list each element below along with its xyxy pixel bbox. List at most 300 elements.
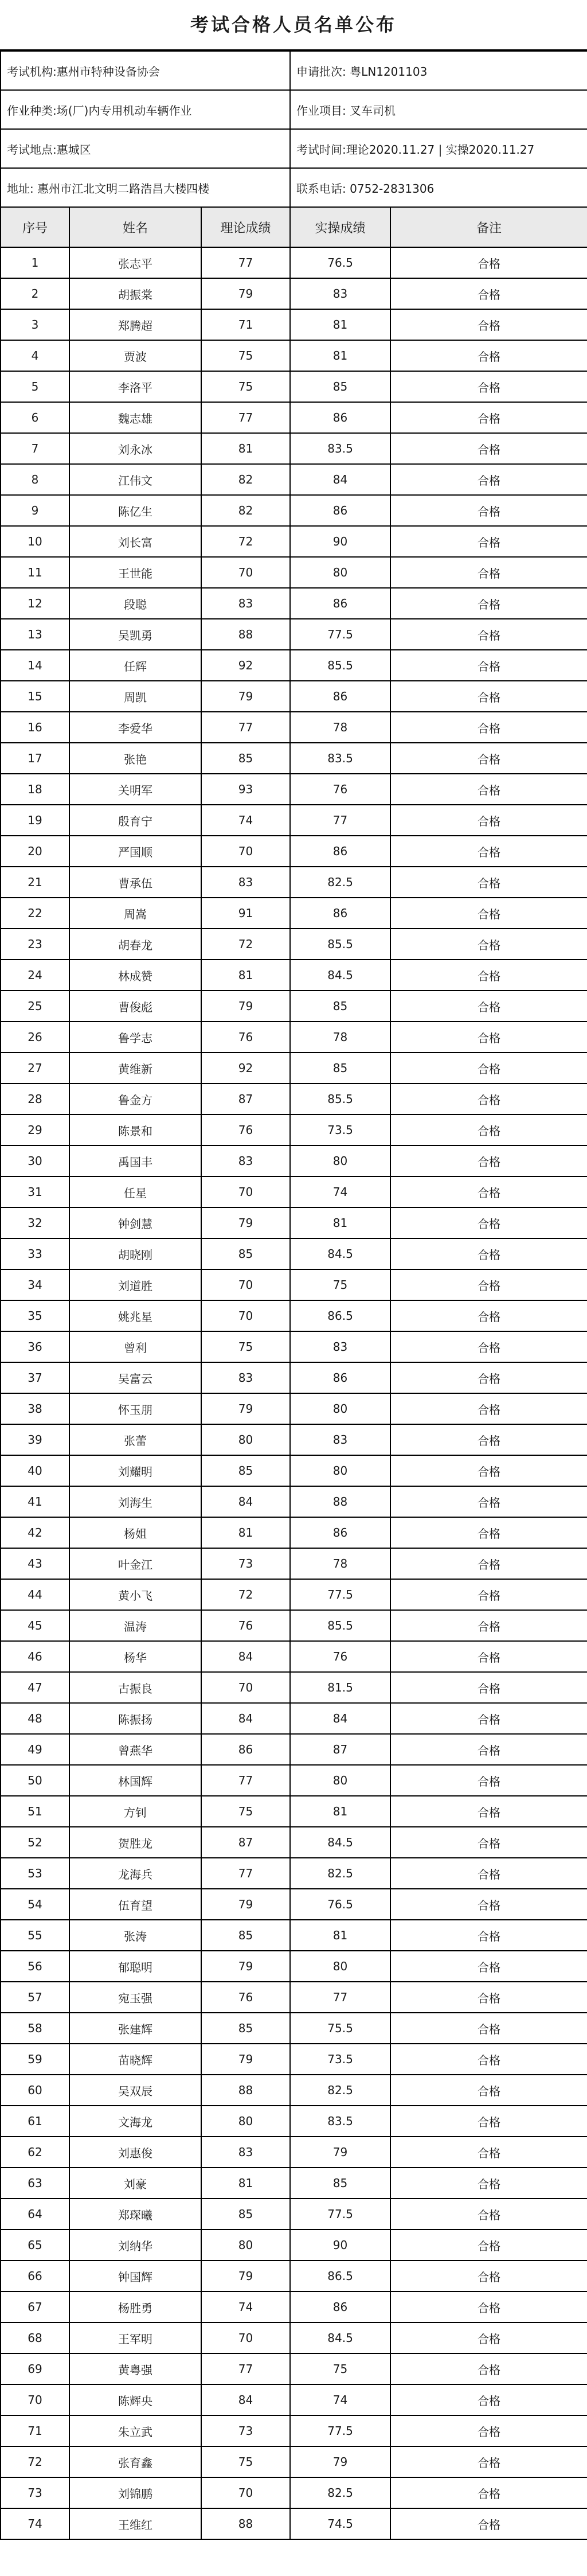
table-header [1, 207, 587, 247]
cell-remark: 合格 [390, 1393, 587, 1424]
cell-name: 殷育宁 [69, 805, 201, 836]
cell-index: 62 [1, 2137, 69, 2168]
cell-practical-score: 86 [290, 1362, 390, 1393]
cell-theory-score: 70 [201, 1672, 290, 1703]
cell-name: 江伟文 [69, 464, 201, 495]
cell-practical-score: 86 [290, 1517, 390, 1548]
cell-index: 32 [1, 1207, 69, 1238]
cell-theory-score: 84 [201, 1641, 290, 1672]
cell-index: 47 [1, 1672, 69, 1703]
table-row [1, 2415, 587, 2446]
table-row [1, 371, 587, 402]
cell-name: 黄维新 [69, 1053, 201, 1084]
cell-index: 15 [1, 681, 69, 712]
cell-index: 42 [1, 1517, 69, 1548]
cell-practical-score: 84.5 [290, 1238, 390, 1269]
cell-theory-score: 85 [201, 2013, 290, 2044]
cell-practical-score: 78 [290, 712, 390, 743]
cell-name: 黄小飞 [69, 1579, 201, 1610]
cell-practical-score: 85 [290, 991, 390, 1022]
cell-name: 方钊 [69, 1796, 201, 1827]
table-row [1, 805, 587, 836]
table-row [1, 1703, 587, 1734]
table-row [1, 2477, 587, 2508]
cell-theory-score: 76 [201, 1982, 290, 2013]
cell-practical-score: 88 [290, 1486, 390, 1517]
column-header-name: 姓名 [69, 207, 201, 247]
table-row [1, 1858, 587, 1889]
cell-theory-score: 76 [201, 1610, 290, 1641]
cell-theory-score: 77 [201, 712, 290, 743]
cell-practical-score: 86 [290, 836, 390, 867]
table-row [1, 402, 587, 433]
cell-index: 4 [1, 340, 69, 371]
cell-remark: 合格 [390, 1982, 587, 2013]
cell-practical-score: 86.5 [290, 1300, 390, 1331]
table-row [1, 2384, 587, 2415]
cell-practical-score: 79 [290, 2137, 390, 2168]
cell-index: 22 [1, 898, 69, 929]
table-row [1, 836, 587, 867]
cell-remark: 合格 [390, 1734, 587, 1765]
cell-name: 贺胜龙 [69, 1827, 201, 1858]
cell-practical-score: 83.5 [290, 433, 390, 464]
cell-theory-score: 74 [201, 805, 290, 836]
cell-theory-score: 71 [201, 309, 290, 340]
cell-remark: 合格 [390, 2415, 587, 2446]
cell-practical-score: 85.5 [290, 650, 390, 681]
table-row [1, 1982, 587, 2013]
table-row [1, 1362, 587, 1393]
cell-practical-score: 78 [290, 1022, 390, 1053]
cell-index: 2 [1, 278, 69, 309]
cell-practical-score: 90 [290, 526, 390, 557]
cell-practical-score: 85.5 [290, 1610, 390, 1641]
cell-index: 1 [1, 247, 69, 278]
cell-practical-score: 77.5 [290, 2199, 390, 2230]
cell-remark: 合格 [390, 1300, 587, 1331]
cell-theory-score: 76 [201, 1022, 290, 1053]
cell-practical-score: 74 [290, 2384, 390, 2415]
cell-index: 39 [1, 1424, 69, 1455]
table-row [1, 2168, 587, 2199]
cell-theory-score: 79 [201, 1889, 290, 1920]
cell-remark: 合格 [390, 340, 587, 371]
table-row [1, 1827, 587, 1858]
cell-theory-score: 70 [201, 1269, 290, 1300]
cell-theory-score: 85 [201, 1238, 290, 1269]
cell-theory-score: 79 [201, 991, 290, 1022]
cell-name: 李洛平 [69, 371, 201, 402]
cell-practical-score: 87 [290, 1734, 390, 1765]
cell-practical-score: 80 [290, 1145, 390, 1176]
cell-remark: 合格 [390, 2261, 587, 2291]
cell-index: 44 [1, 1579, 69, 1610]
cell-remark: 合格 [390, 1207, 587, 1238]
cell-theory-score: 72 [201, 1579, 290, 1610]
cell-theory-score: 81 [201, 1517, 290, 1548]
cell-name: 鲁金方 [69, 1084, 201, 1114]
cell-name: 陈振扬 [69, 1703, 201, 1734]
table-row [1, 743, 587, 774]
cell-practical-score: 81 [290, 1920, 390, 1951]
table-row [1, 1176, 587, 1207]
exam-org: 考试机构:惠州市特种设备协会 [1, 51, 290, 90]
cell-index: 65 [1, 2230, 69, 2261]
table-row [1, 1145, 587, 1176]
info-row [1, 168, 587, 207]
cell-remark: 合格 [390, 2508, 587, 2539]
cell-name: 严国顺 [69, 836, 201, 867]
cell-theory-score: 73 [201, 1548, 290, 1579]
cell-theory-score: 79 [201, 681, 290, 712]
cell-remark: 合格 [390, 1084, 587, 1114]
info-row [1, 129, 587, 168]
table-row [1, 464, 587, 495]
cell-remark: 合格 [390, 371, 587, 402]
table-row [1, 1207, 587, 1238]
cell-theory-score: 85 [201, 2199, 290, 2230]
cell-index: 20 [1, 836, 69, 867]
cell-remark: 合格 [390, 1145, 587, 1176]
cell-index: 29 [1, 1114, 69, 1145]
cell-index: 36 [1, 1331, 69, 1362]
cell-index: 17 [1, 743, 69, 774]
cell-theory-score: 82 [201, 495, 290, 526]
table-row [1, 1765, 587, 1796]
cell-theory-score: 79 [201, 1393, 290, 1424]
cell-practical-score: 86.5 [290, 2261, 390, 2291]
table-row [1, 1084, 587, 1114]
table-row [1, 1610, 587, 1641]
cell-practical-score: 86 [290, 495, 390, 526]
cell-name: 郑琛曦 [69, 2199, 201, 2230]
cell-practical-score: 83 [290, 1331, 390, 1362]
cell-name: 刘纳华 [69, 2230, 201, 2261]
cell-name: 张涛 [69, 1920, 201, 1951]
cell-theory-score: 75 [201, 2446, 290, 2477]
table-row [1, 1951, 587, 1982]
cell-remark: 合格 [390, 898, 587, 929]
table-row [1, 495, 587, 526]
table-row [1, 1424, 587, 1455]
cell-index: 28 [1, 1084, 69, 1114]
cell-theory-score: 88 [201, 619, 290, 650]
table-row [1, 2137, 587, 2168]
cell-theory-score: 70 [201, 557, 290, 588]
address: 地址: 惠州市江北文明二路浩昌大楼四楼 [1, 168, 290, 207]
cell-index: 3 [1, 309, 69, 340]
cell-name: 李爱华 [69, 712, 201, 743]
cell-theory-score: 86 [201, 1734, 290, 1765]
cell-name: 关明军 [69, 774, 201, 805]
cell-theory-score: 93 [201, 774, 290, 805]
cell-index: 13 [1, 619, 69, 650]
table-row [1, 2291, 587, 2322]
table-row [1, 247, 587, 278]
cell-remark: 合格 [390, 1176, 587, 1207]
cell-name: 陈景和 [69, 1114, 201, 1145]
cell-theory-score: 83 [201, 588, 290, 619]
cell-theory-score: 87 [201, 1084, 290, 1114]
cell-index: 31 [1, 1176, 69, 1207]
cell-theory-score: 75 [201, 1796, 290, 1827]
cell-name: 任星 [69, 1176, 201, 1207]
table-row [1, 1455, 587, 1486]
cell-practical-score: 85 [290, 371, 390, 402]
cell-practical-score: 76.5 [290, 1889, 390, 1920]
exam-site: 考试地点:惠城区 [1, 129, 290, 168]
cell-name: 胡振棠 [69, 278, 201, 309]
cell-practical-score: 73.5 [290, 2044, 390, 2075]
table-row [1, 2106, 587, 2137]
column-header-remark: 备注 [390, 207, 587, 247]
cell-remark: 合格 [390, 1114, 587, 1145]
cell-theory-score: 77 [201, 1858, 290, 1889]
cell-practical-score: 85 [290, 2168, 390, 2199]
cell-name: 吴凯勇 [69, 619, 201, 650]
cell-practical-score: 75.5 [290, 2013, 390, 2044]
cell-practical-score: 75 [290, 1269, 390, 1300]
cell-theory-score: 70 [201, 1176, 290, 1207]
table-row [1, 1920, 587, 1951]
cell-index: 14 [1, 650, 69, 681]
table-row [1, 774, 587, 805]
cell-name: 王维红 [69, 2508, 201, 2539]
cell-index: 37 [1, 1362, 69, 1393]
cell-theory-score: 79 [201, 2044, 290, 2075]
cell-name: 刘道胜 [69, 1269, 201, 1300]
cell-practical-score: 82.5 [290, 1858, 390, 1889]
cell-theory-score: 84 [201, 1703, 290, 1734]
cell-remark: 合格 [390, 836, 587, 867]
table-row [1, 1022, 587, 1053]
table-row [1, 1579, 587, 1610]
column-header-practical: 实操成绩 [290, 207, 390, 247]
cell-theory-score: 77 [201, 247, 290, 278]
cell-practical-score: 83 [290, 1424, 390, 1455]
table-row [1, 2013, 587, 2044]
cell-index: 61 [1, 2106, 69, 2137]
cell-name: 古振良 [69, 1672, 201, 1703]
table-row [1, 309, 587, 340]
cell-theory-score: 77 [201, 2353, 290, 2384]
cell-remark: 合格 [390, 1022, 587, 1053]
table-row [1, 1548, 587, 1579]
cell-remark: 合格 [390, 619, 587, 650]
cell-practical-score: 74 [290, 1176, 390, 1207]
cell-name: 刘豪 [69, 2168, 201, 2199]
cell-practical-score: 77.5 [290, 619, 390, 650]
cell-remark: 合格 [390, 526, 587, 557]
cell-index: 59 [1, 2044, 69, 2075]
cell-theory-score: 77 [201, 1765, 290, 1796]
cell-theory-score: 70 [201, 1300, 290, 1331]
cell-theory-score: 88 [201, 2075, 290, 2106]
cell-index: 57 [1, 1982, 69, 2013]
cell-name: 林国辉 [69, 1765, 201, 1796]
cell-remark: 合格 [390, 712, 587, 743]
cell-remark: 合格 [390, 1548, 587, 1579]
cell-index: 52 [1, 1827, 69, 1858]
table-row [1, 340, 587, 371]
cell-index: 33 [1, 1238, 69, 1269]
cell-practical-score: 86 [290, 681, 390, 712]
cell-remark: 合格 [390, 278, 587, 309]
cell-remark: 合格 [390, 1827, 587, 1858]
cell-name: 张建辉 [69, 2013, 201, 2044]
page-title: 考试合格人员名单公布 [0, 0, 587, 50]
cell-remark: 合格 [390, 1889, 587, 1920]
cell-index: 70 [1, 2384, 69, 2415]
cell-theory-score: 92 [201, 650, 290, 681]
cell-name: 鲁学志 [69, 1022, 201, 1053]
cell-name: 张育鑫 [69, 2446, 201, 2477]
cell-index: 69 [1, 2353, 69, 2384]
info-row [1, 90, 587, 129]
table-row [1, 2322, 587, 2353]
cell-remark: 合格 [390, 650, 587, 681]
cell-index: 48 [1, 1703, 69, 1734]
cell-name: 周嵩 [69, 898, 201, 929]
cell-remark: 合格 [390, 1269, 587, 1300]
cell-name: 朱立武 [69, 2415, 201, 2446]
cell-name: 苗晓辉 [69, 2044, 201, 2075]
cell-theory-score: 83 [201, 867, 290, 898]
cell-practical-score: 84.5 [290, 960, 390, 991]
cell-remark: 合格 [390, 1362, 587, 1393]
cell-practical-score: 86 [290, 402, 390, 433]
cell-practical-score: 84.5 [290, 2322, 390, 2353]
cell-index: 5 [1, 371, 69, 402]
cell-practical-score: 80 [290, 1765, 390, 1796]
table-row [1, 898, 587, 929]
table-row [1, 557, 587, 588]
cell-name: 黄粤强 [69, 2353, 201, 2384]
cell-theory-score: 88 [201, 2508, 290, 2539]
table-row [1, 1486, 587, 1517]
table-row [1, 1517, 587, 1548]
table-row [1, 681, 587, 712]
cell-index: 64 [1, 2199, 69, 2230]
cell-name: 王世能 [69, 557, 201, 588]
cell-theory-score: 81 [201, 960, 290, 991]
cell-name: 胡晓刚 [69, 1238, 201, 1269]
cell-index: 18 [1, 774, 69, 805]
cell-remark: 合格 [390, 1455, 587, 1486]
cell-name: 郁聪明 [69, 1951, 201, 1982]
cell-practical-score: 83.5 [290, 2106, 390, 2137]
cell-theory-score: 79 [201, 1951, 290, 1982]
cell-remark: 合格 [390, 2446, 587, 2477]
cell-name: 张蕾 [69, 1424, 201, 1455]
cell-remark: 合格 [390, 743, 587, 774]
table-row [1, 588, 587, 619]
cell-practical-score: 80 [290, 557, 390, 588]
cell-name: 刘海生 [69, 1486, 201, 1517]
cell-practical-score: 81.5 [290, 1672, 390, 1703]
table-row [1, 1796, 587, 1827]
cell-practical-score: 80 [290, 1951, 390, 1982]
table-row [1, 1238, 587, 1269]
cell-theory-score: 72 [201, 526, 290, 557]
cell-index: 63 [1, 2168, 69, 2199]
cell-theory-score: 85 [201, 1920, 290, 1951]
cell-practical-score: 76 [290, 1641, 390, 1672]
cell-practical-score: 85 [290, 1053, 390, 1084]
cell-name: 段聪 [69, 588, 201, 619]
cell-remark: 合格 [390, 2230, 587, 2261]
cell-remark: 合格 [390, 1920, 587, 1951]
cell-name: 陈亿生 [69, 495, 201, 526]
cell-practical-score: 73.5 [290, 1114, 390, 1145]
cell-name: 杨胜勇 [69, 2291, 201, 2322]
table-row [1, 2230, 587, 2261]
table-row [1, 1300, 587, 1331]
column-header-index: 序号 [1, 207, 69, 247]
cell-index: 45 [1, 1610, 69, 1641]
cell-name: 吴双辰 [69, 2075, 201, 2106]
cell-remark: 合格 [390, 2106, 587, 2137]
cell-remark: 合格 [390, 1486, 587, 1517]
table-row [1, 1672, 587, 1703]
cell-index: 35 [1, 1300, 69, 1331]
cell-name: 郑腾超 [69, 309, 201, 340]
cell-index: 27 [1, 1053, 69, 1084]
cell-index: 54 [1, 1889, 69, 1920]
cell-theory-score: 70 [201, 2477, 290, 2508]
cell-remark: 合格 [390, 960, 587, 991]
cell-practical-score: 84.5 [290, 1827, 390, 1858]
cell-name: 陈辉央 [69, 2384, 201, 2415]
cell-index: 60 [1, 2075, 69, 2106]
cell-name: 张艳 [69, 743, 201, 774]
cell-theory-score: 75 [201, 371, 290, 402]
cell-theory-score: 82 [201, 464, 290, 495]
cell-remark: 合格 [390, 1517, 587, 1548]
cell-remark: 合格 [390, 1641, 587, 1672]
table-row [1, 929, 587, 960]
cell-remark: 合格 [390, 1424, 587, 1455]
cell-index: 53 [1, 1858, 69, 1889]
cell-index: 50 [1, 1765, 69, 1796]
cell-remark: 合格 [390, 929, 587, 960]
cell-practical-score: 90 [290, 2230, 390, 2261]
table-row [1, 960, 587, 991]
cell-theory-score: 75 [201, 340, 290, 371]
cell-practical-score: 84 [290, 1703, 390, 1734]
cell-remark: 合格 [390, 1858, 587, 1889]
cell-theory-score: 70 [201, 836, 290, 867]
cell-practical-score: 77 [290, 1982, 390, 2013]
cell-remark: 合格 [390, 2477, 587, 2508]
cell-remark: 合格 [390, 1672, 587, 1703]
cell-index: 9 [1, 495, 69, 526]
table-row [1, 1889, 587, 1920]
cell-name: 刘惠俊 [69, 2137, 201, 2168]
cell-practical-score: 80 [290, 1455, 390, 1486]
cell-name: 曹俊彪 [69, 991, 201, 1022]
cell-theory-score: 72 [201, 929, 290, 960]
cell-practical-score: 77.5 [290, 1579, 390, 1610]
cell-remark: 合格 [390, 1796, 587, 1827]
cell-practical-score: 86 [290, 588, 390, 619]
cell-index: 55 [1, 1920, 69, 1951]
cell-theory-score: 84 [201, 1486, 290, 1517]
cell-name: 温涛 [69, 1610, 201, 1641]
cell-name: 伍育望 [69, 1889, 201, 1920]
cell-name: 周凯 [69, 681, 201, 712]
